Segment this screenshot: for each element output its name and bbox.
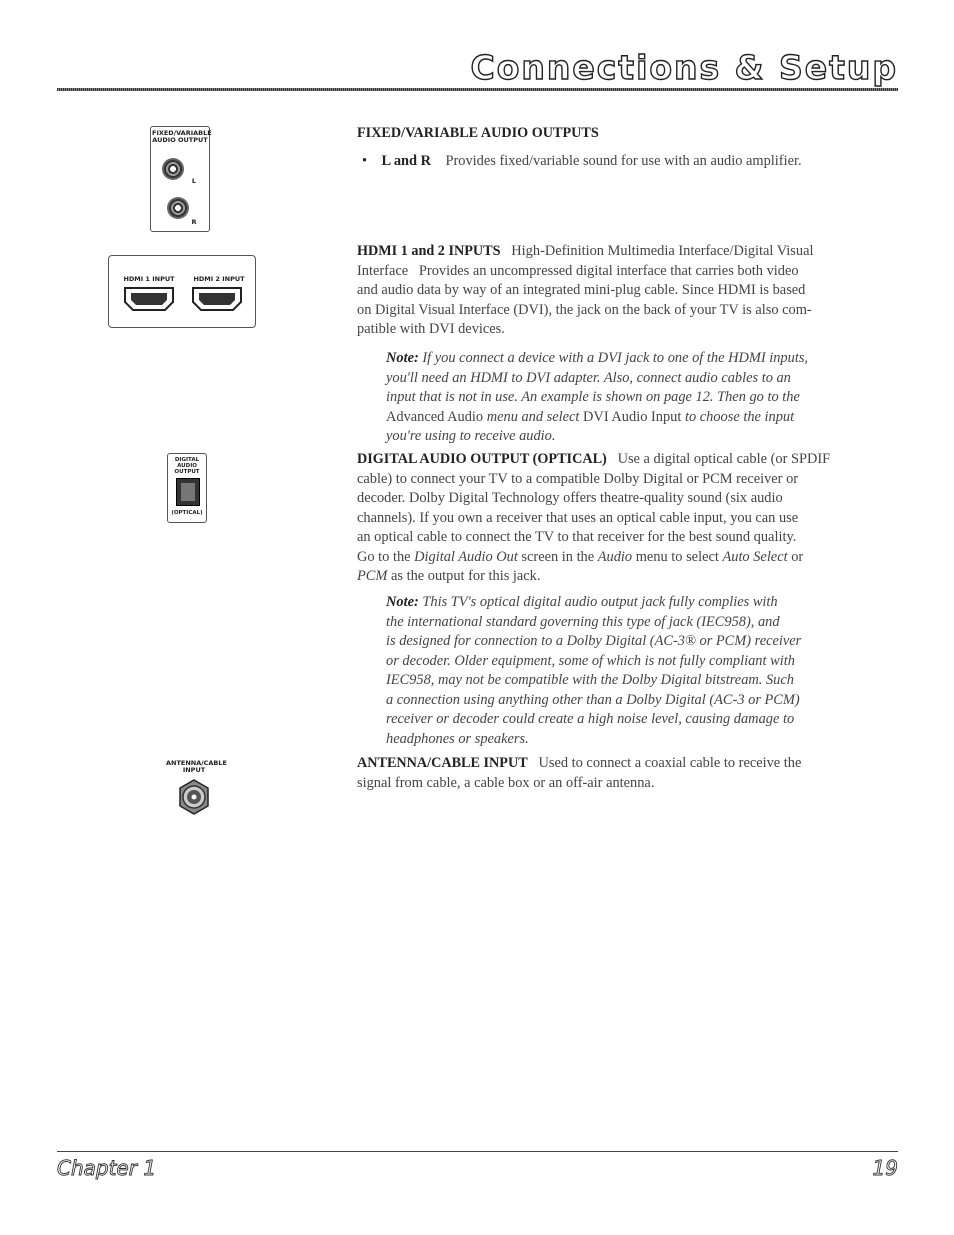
audio-output-diagram (150, 126, 210, 232)
menu-ref: Auto Select (722, 548, 788, 565)
note-line: is designed for connection to a Dolby Digital (AC-3® or PCM) receiver (386, 633, 802, 649)
audio-output-label: FIXED/VARIABLE AUDIO OUTPUT (152, 129, 212, 144)
bullet-icon: • (362, 153, 378, 169)
hdmi-text-line: on Digital Visual Interface (DVI), the jack on the back of your TV is also com- (357, 301, 812, 318)
note-line: input that is not in use. An example is shown on page 12. Then go to the (386, 389, 800, 405)
note-label: Note: (386, 594, 419, 610)
antenna-heading: ANTENNA/CABLE INPUT (357, 755, 528, 771)
hdmi-note: Note: If you connect a device with a DVI jack to one of the HDMI inputs, you'll need an HDMI to DVI adapter. Also, connect audio cables to an input that is not in use. An example is shown on page 12. Then go to the Advanced Audio menu and select DVI Audio Input to choose the input you're using to receive audio. (386, 349, 886, 447)
note-line: you'll need an HDMI to DVI adapter. Also, connect audio cables to an (386, 369, 791, 386)
antenna-label: ANTENNA/CABLE INPUT (166, 759, 227, 774)
menu-ref: Audio (597, 548, 633, 565)
hdmi1-port-icon (123, 286, 175, 312)
optical-output-diagram (167, 453, 207, 523)
menu-ref: Digital Audio Out (414, 548, 518, 565)
optical-text-line: Use a digital optical cable (or SPDIF (617, 451, 831, 467)
hdmi1-label: HDMI 1 INPUT (123, 275, 175, 283)
note-line: a connection using anything other than a Dolby Digital (AC-3 or PCM) (386, 691, 800, 708)
l-and-r-bullet (362, 153, 802, 170)
coaxial-jack-icon (176, 779, 212, 815)
footer-rule (57, 1151, 898, 1152)
antenna-text-line: Used to connect a coaxial cable to receive the (538, 755, 802, 771)
optical-note (386, 593, 886, 749)
hdmi-heading: HDMI 1 and 2 INPUTS (357, 243, 501, 259)
note-line: receiver or decoder could create a high noise level, causing damage to (386, 711, 795, 727)
optical-text-line: an optical cable to connect the TV to that receiver for the best sound quality. (357, 529, 797, 545)
antenna-input-diagram (156, 760, 232, 820)
hdmi-section (357, 242, 887, 340)
optical-heading: DIGITAL AUDIO OUTPUT (OPTICAL) (357, 451, 607, 467)
note-line: IEC958, may not be compatible with the Dolby Digital bitstream. Such (386, 672, 794, 688)
note-line: headphones or speakers. (386, 730, 529, 747)
antenna-text-line: signal from cable, a cable box or an off-air antenna. (357, 774, 655, 791)
left-label: L (191, 177, 197, 185)
page-number: 19 (872, 1156, 898, 1180)
bullet-text: Provides fixed/variable sound for use with an audio amplifier. (445, 153, 802, 169)
hdmi-text-line: and audio data by way of an integrated mini-plug cable. Since HDMI is based (357, 282, 806, 298)
left-audio-jack-icon (162, 158, 184, 180)
note-line: This TV's optical digital audio output jack fully complies with (422, 594, 778, 610)
optical-text-line: decoder. Dolby Digital Technology offers theatre-quality sound (six audio (357, 490, 783, 506)
optical-section: DIGITAL AUDIO OUTPUT (OPTICAL) Use a digital optical cable (or SPDIF cable) to connect your TV to a compatible Dolby Digital or PCM receiver or decoder. Dolby Digital Technology offers theatre-quality sound (six audio channels). If you own a receiver that uses an optical cable input, you can use an optical cable to connect the TV to that receiver for the best sound quality. Go to the Digital Audio Out screen in the Audio menu to select Auto Select or PCM as the output for this jack. (357, 450, 887, 587)
optical-text-line: channels). If you own a receiver that uses an optical cable input, you can use (357, 509, 799, 526)
right-audio-jack-icon (167, 197, 189, 219)
hdmi2-label: HDMI 2 INPUT (193, 275, 245, 283)
header-rule (57, 88, 898, 91)
note-line: or decoder. Older equipment, some of which is not fully compliant with (386, 652, 795, 669)
optical-bottom-label: (OPTICAL) (171, 510, 203, 516)
note-option-ref: DVI Audio Input (583, 408, 682, 425)
menu-ref: PCM (357, 568, 388, 584)
optical-label: DIGITAL AUDIO OUTPUT (174, 457, 200, 475)
optical-port-icon (176, 478, 200, 506)
note-label: Note: (386, 350, 419, 366)
hdmi-text-line: Interface Provides an uncompressed digital interface that carries both video (357, 262, 799, 279)
optical-text-line: cable) to connect your TV to a compatible Dolby Digital or PCM receiver or (357, 470, 799, 487)
right-label: R (191, 218, 197, 226)
note-menu-ref: Advanced Audio (386, 408, 484, 425)
fixed-variable-heading: FIXED/VARIABLE AUDIO OUTPUTS (357, 125, 599, 141)
hdmi2-port-icon (191, 286, 243, 312)
hdmi-text-line: patible with DVI devices. (357, 321, 505, 337)
antenna-section (357, 754, 887, 793)
hdmi-text-line: High-Definition Multimedia Interface/Digital Visual (511, 243, 814, 259)
bullet-term: L and R (381, 153, 432, 169)
page-title: Connections & Setup (470, 48, 898, 87)
note-line: the international standard governing this type of jack (IEC958), and (386, 613, 780, 630)
chapter-label: Chapter 1 (57, 1156, 157, 1180)
hdmi-inputs-diagram (108, 255, 256, 328)
note-line: If you connect a device with a DVI jack to one of the HDMI inputs, (422, 350, 809, 366)
note-line: you're using to receive audio. (386, 428, 556, 444)
